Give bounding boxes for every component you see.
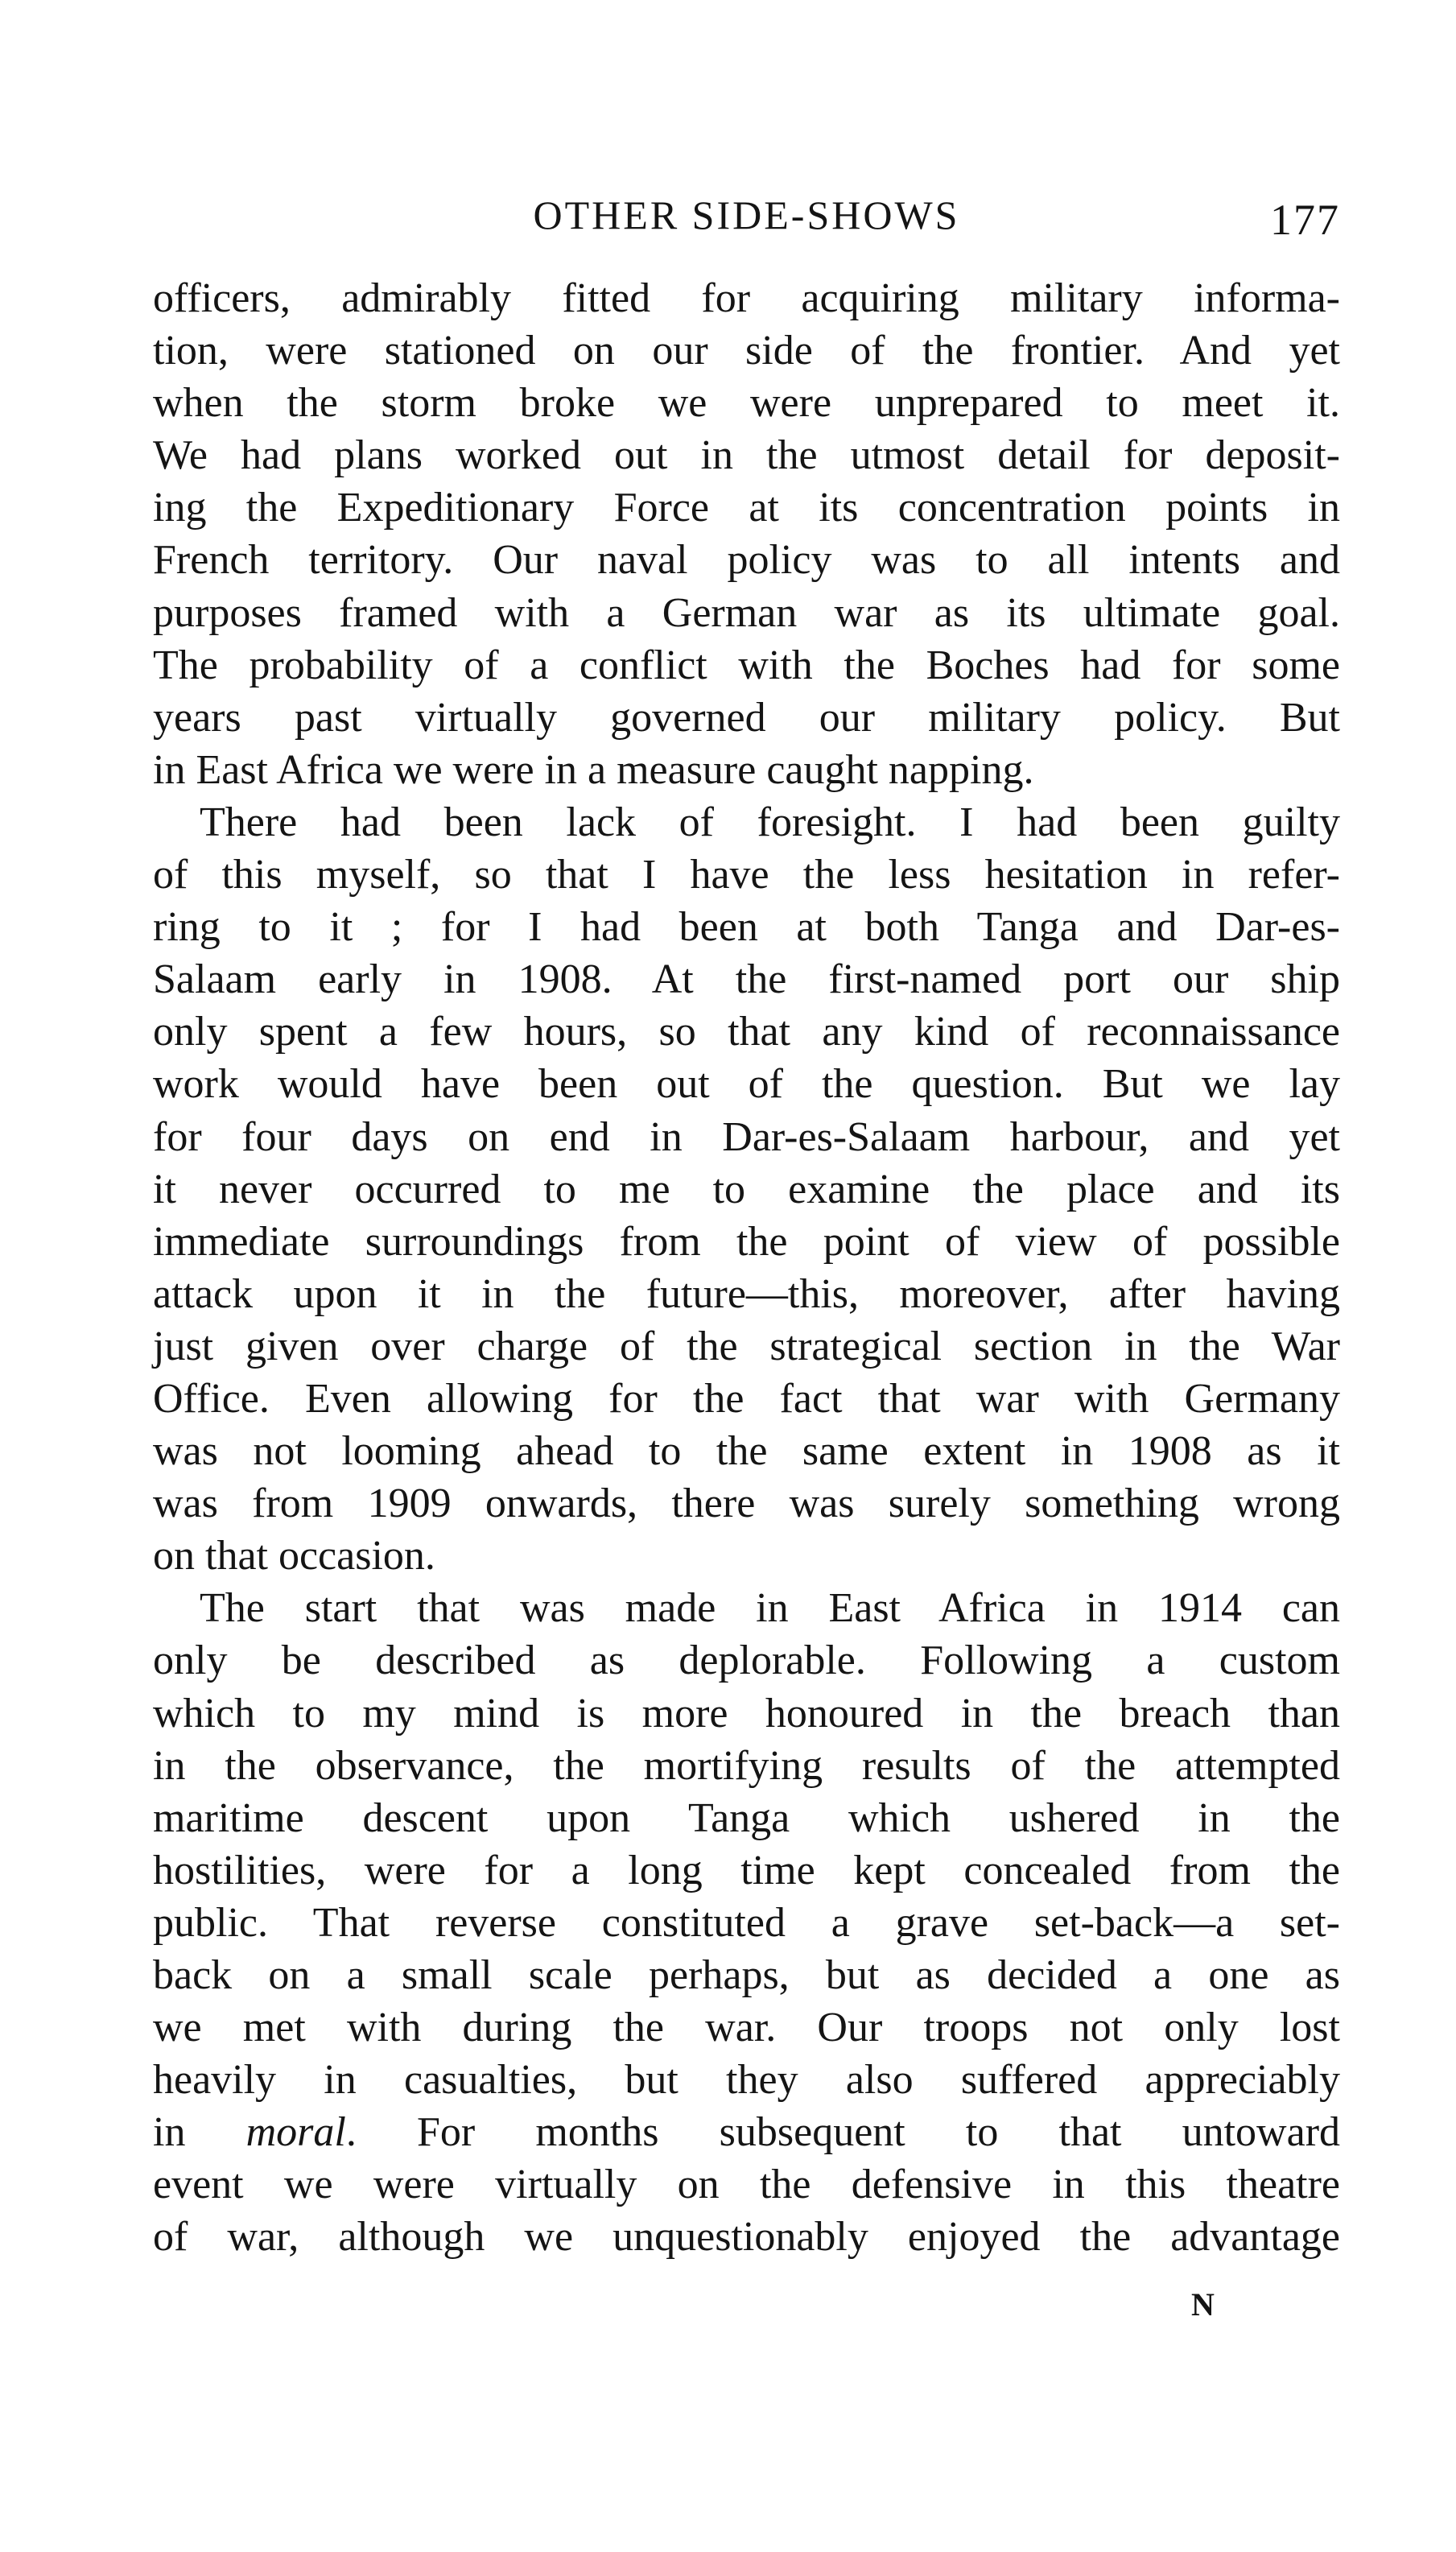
text-line: only spent a few hours, so that any kind of reconnaissance — [153, 1009, 1340, 1055]
signature-mark: N — [1191, 2286, 1215, 2323]
text-line: we met with during the war. Our troops not only lost — [153, 2005, 1340, 2051]
text-line: when the storm broke we were unprepared to meet it. — [153, 380, 1340, 427]
text-line: French territory. Our naval policy was to all intents and — [153, 537, 1340, 584]
page-header — [153, 187, 1340, 243]
text-line: which to my mind is more honoured in the breach than — [153, 1690, 1340, 1736]
text-line: of war, although we unquestionably enjoyed the advantage — [153, 2214, 1340, 2261]
text-line: on that occasion. — [153, 1533, 435, 1580]
text-line: The start that was made in East Africa in 1914 can — [200, 1585, 1340, 1632]
text-line: for four days on end in Dar-es-Salaam harbour, and yet — [153, 1113, 1340, 1160]
text-line: public. That reverse constituted a grave set-back—a set- — [153, 1899, 1340, 1946]
text-line: The probability of a conflict with the Boches had for some — [153, 642, 1340, 688]
page-number: 177 — [1270, 196, 1340, 244]
text-line: in East Africa we were in a measure caught napping. — [153, 746, 1034, 793]
text-line: years past virtually governed our military policy. But — [153, 694, 1340, 741]
text-line: it never occurred to me to examine the place and its — [153, 1166, 1340, 1212]
text-line: was from 1909 onwards, there was surely something wrong — [153, 1480, 1340, 1527]
text-line: purposes framed with a German war as its ultimate goal. — [153, 589, 1340, 636]
italic-word: moral — [245, 2109, 346, 2156]
text-line: just given over charge of the strategical section in the War — [153, 1323, 1340, 1369]
text-line: back on a small scale perhaps, but as decided a one as — [153, 1952, 1340, 1998]
text-line: immediate surroundings from the point of view of possible — [153, 1218, 1340, 1265]
text-line: We had plans worked out in the utmost detail for deposit- — [153, 432, 1340, 479]
text-line: of this myself, so that I have the less hesitation in refer- — [153, 852, 1340, 898]
text-line: officers, admirably fitted for acquiring military informa- — [153, 275, 1340, 321]
text-line: Office. Even allowing for the fact that war with Germany — [153, 1375, 1340, 1422]
text-line: ring to it ; for I had been at both Tanga and Dar-es- — [153, 904, 1340, 951]
text-line: tion, were stationed on our side of the frontier. And yet — [153, 328, 1340, 374]
text-line: hostilities, were for a long time kept concealed from the — [153, 1847, 1340, 1893]
text-line: in moral. For months subsequent to that untoward — [153, 2109, 1341, 2156]
text-line: heavily in casualties, but they also suffered appreciably — [153, 2057, 1340, 2104]
text-line: in the observance, the mortifying results of the attempted — [153, 1742, 1340, 1789]
text-line: There had been lack of foresight. I had been guilty — [200, 799, 1340, 845]
text-line: ing the Expeditionary Force at its concentration points in — [153, 485, 1340, 531]
text-line: Salaam early in 1908. At the first-named port our ship — [153, 956, 1340, 1003]
text-line: maritime descent upon Tanga which ushered in the — [153, 1794, 1340, 1841]
text-line: only be described as deplorable. Following a custom — [153, 1637, 1340, 1684]
text-line: work would have been out of the question. But we lay — [153, 1061, 1340, 1108]
running-title: OTHER SIDE-SHOWS — [533, 192, 960, 237]
text-line: was not looming ahead to the same extent in 1908 as it — [153, 1428, 1340, 1475]
text-line: event we were virtually on the defensive in this theatre — [153, 2162, 1340, 2208]
body-text — [153, 272, 1340, 2264]
text-line: attack upon it in the future—this, moreover, after having — [153, 1270, 1340, 1317]
